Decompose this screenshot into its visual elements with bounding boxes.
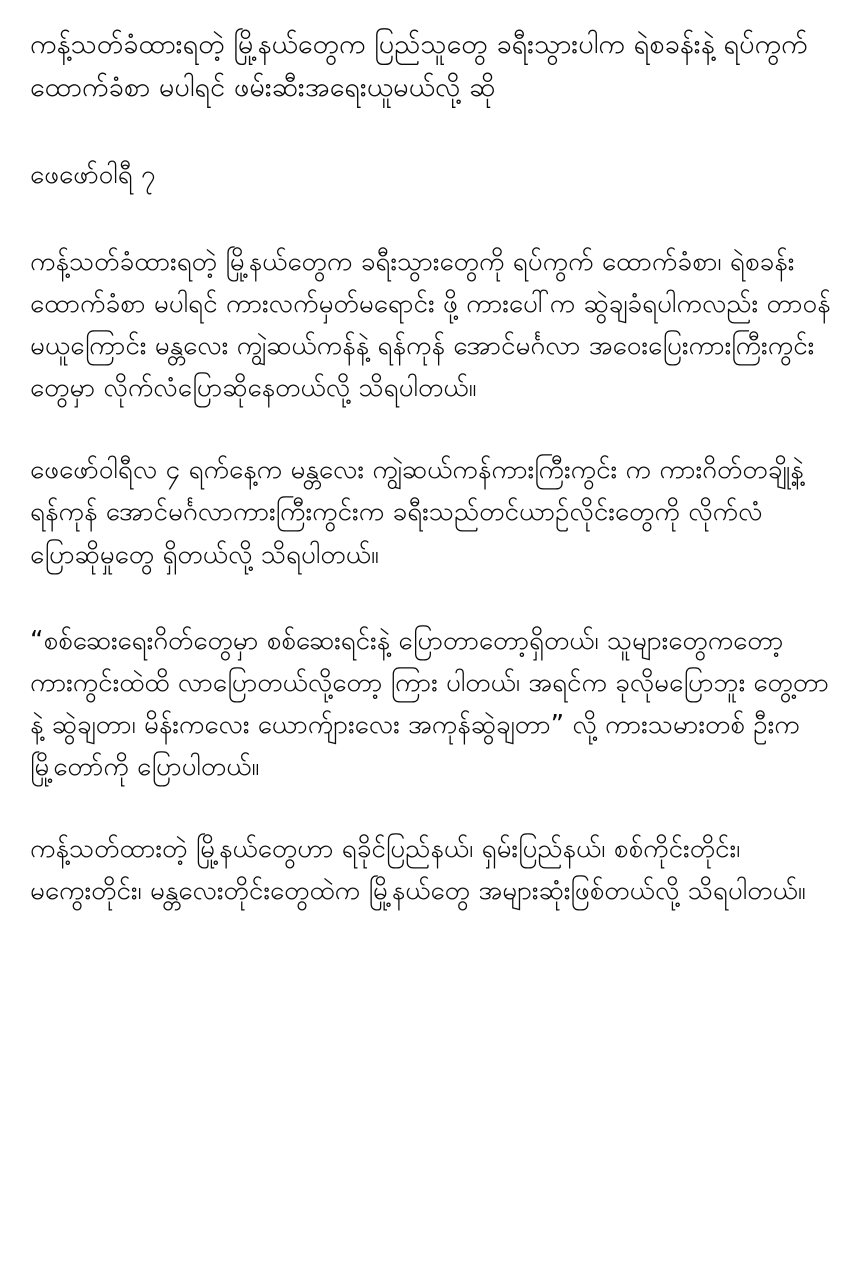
article-dateline: ဖေဖော်ဝါရီ ၇ [30,160,156,191]
article-paragraph: ဖေဖော်ဝါရီလ ၄ ရက်နေ့က မန္တလေး ကျွဲဆယ်ကန်ကားကြီးကွင်း က ကားဂိတ်တချို့နဲ့ ရန်ကုန် အောင်မင်္ဂလာကားကြီးကွင်းက ခရီးသည်တင်ယာဉ်လိုင်းတွေကို လိုက်လံပြောဆိုမှုတွေ ရှိတယ်လို့ သိရပါတယ်။ [30,455,804,570]
page-title: ကန့်သတ်ခံထားရတဲ့ မြို့နယ်တွေက ပြည်သူတွေ ခရီးသွားပါက ရဲစခန်းနဲ့ ရပ်ကွက်ထောက်ခံစာ မပါရင် ဖမ်းဆီးအရေးယူမယ်လို့ ဆို [30,29,808,103]
article-paragraph: ကန့်သတ်ထားတဲ့ မြို့နယ်တွေဟာ ရခိုင်ပြည်နယ်၊ ရှမ်းပြည်နယ်၊ စစ်ကိုင်းတိုင်း၊ မကွေးတိုင်း၊ မန္တလေးတိုင်းတွေထဲက မြို့နယ်တွေ အများဆုံးဖြစ်တယ်လို့ သိရပါတယ်။ [30,834,806,907]
article-quote: “စစ်ဆေးရေးဂိတ်တွေမှာ စစ်ဆေးရင်းနဲ့ ပြောတာတော့ရှိတယ်၊ သူများတွေကတော့ ကားကွင်းထဲထိ လာပြောတယ်လို့တော့ ကြား ပါတယ်၊ အရင်က ခုလိုမပြောဘူး တွေ့တာနဲ့ ဆွဲချတာ၊ မိန်းကလေး ယောက်ျားလေး အကုန်ဆွဲချတာ” လို့ ကားသမားတစ် ဦးက မြို့တော်ကို ပြောပါတယ်။ [30,625,829,782]
article-paragraph: ကန့်သတ်ခံထားရတဲ့ မြို့နယ်တွေက ခရီးသွားတွေကို ရပ်ကွက် ထောက်ခံစာ၊ ရဲစခန်းထောက်ခံစာ မပါရင် ကားလက်မှတ်မရောင်း ဖို့ ကားပေါ်က ဆွဲချခံရပါကလည်း တာဝန်မယူကြောင်း မန္တလေး ကျွဲဆယ်ကန်နဲ့ ရန်ကုန် အောင်မင်္ဂလာ အဝေးပြေးကားကြီးကွင်း တွေမှာ လိုက်လံပြောဆိုနေတယ်လို့ သိရပါတယ်။ [30,246,831,404]
